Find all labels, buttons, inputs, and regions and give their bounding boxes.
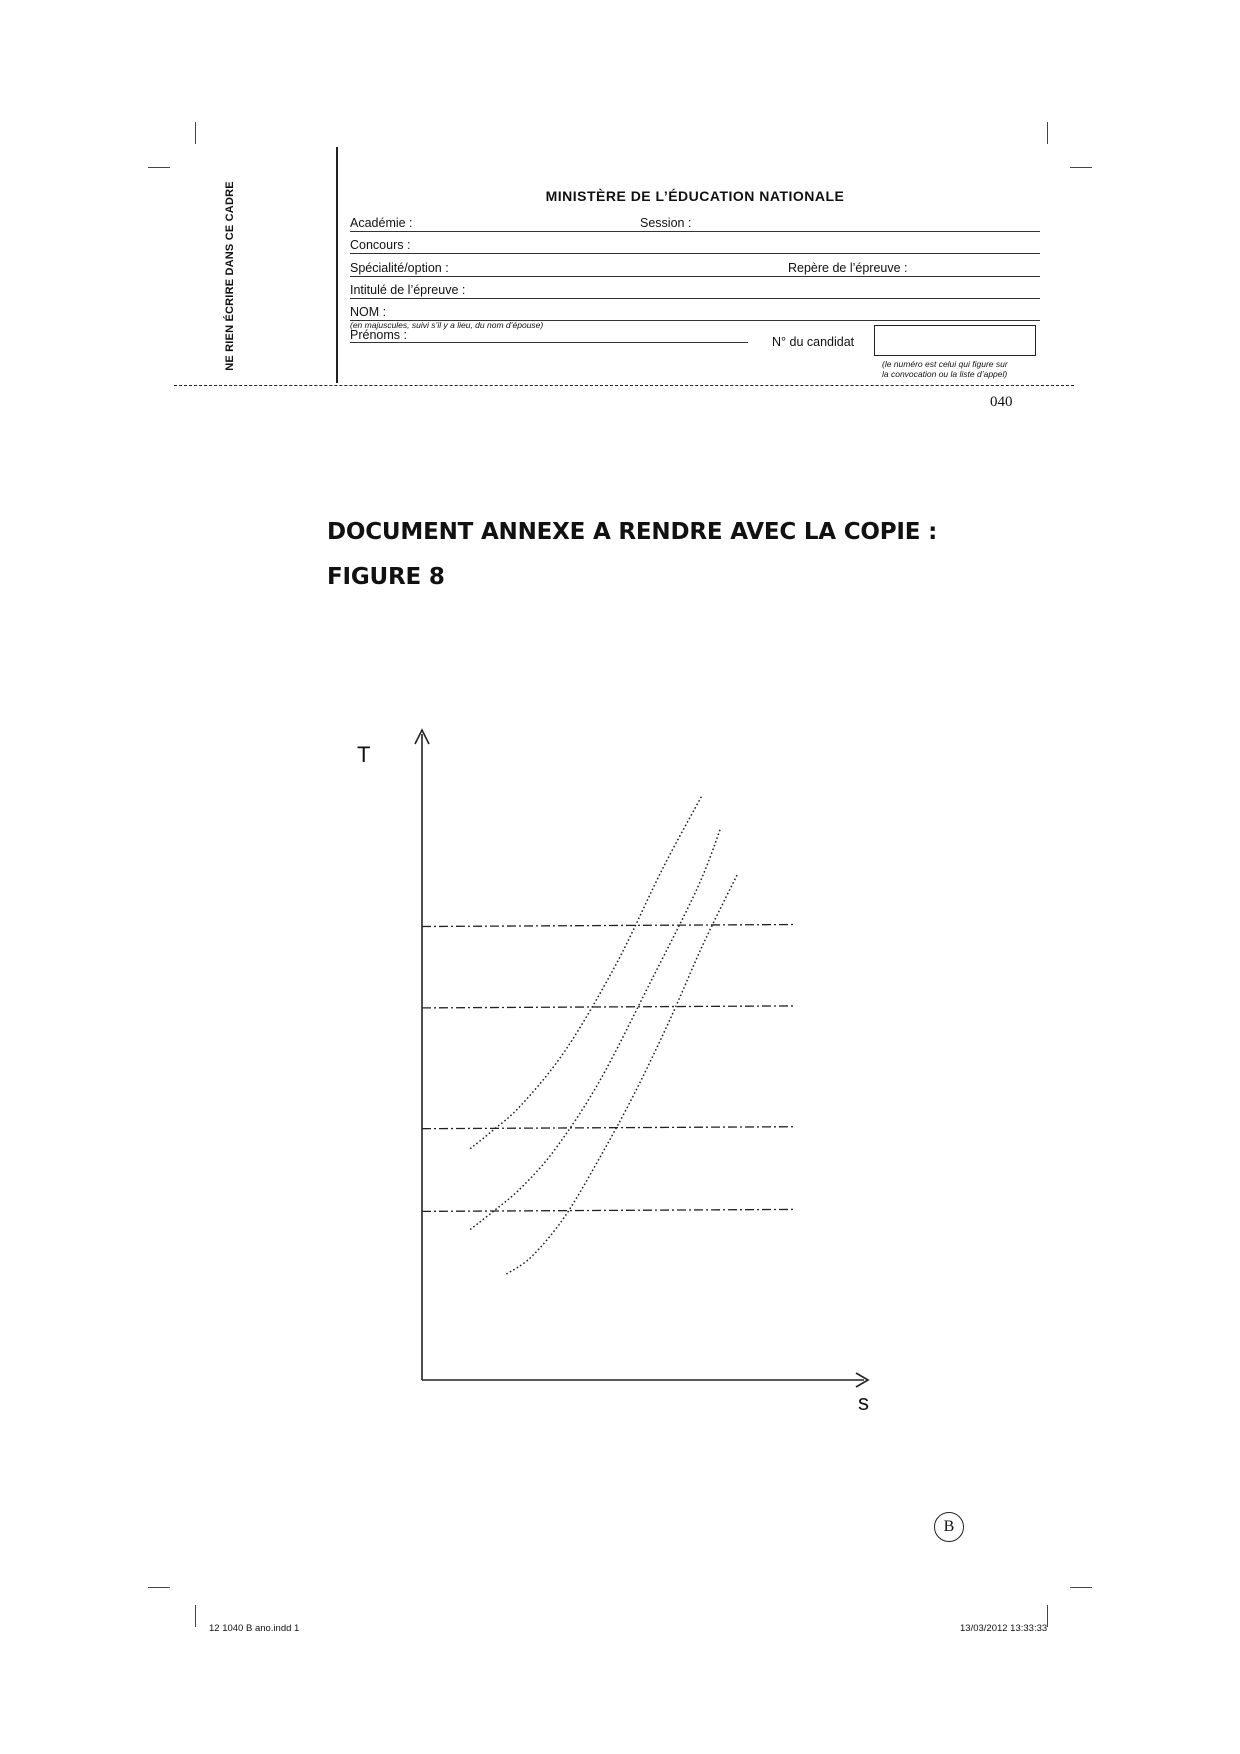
repere-label: Repère de l’épreuve : (788, 261, 908, 275)
curve-3 (506, 875, 737, 1274)
candidat-hint-2: la convocation ou la liste d’appel) (882, 369, 1008, 379)
isobar-line-2 (422, 1006, 796, 1008)
page-code: 040 (990, 394, 1013, 410)
intitule-label: Intitulé de l’épreuve : (350, 283, 466, 297)
curve-lines (470, 797, 737, 1274)
isobar-line-1 (422, 925, 796, 927)
curve-1 (470, 797, 701, 1149)
ministry-title: MINISTÈRE DE L’ÉDUCATION NATIONALE (545, 188, 845, 204)
specialite-label: Spécialité/option : (350, 261, 449, 275)
isobar-line-3 (422, 1127, 796, 1129)
chart-axes (357, 730, 869, 1415)
side-note: NE RIEN ÉCRIRE DANS CE CADRE (224, 181, 236, 371)
nom-hint: (en majuscules, suivi s’il y a lieu, du nom d’épouse) (350, 320, 544, 330)
concours-label: Concours : (350, 238, 411, 252)
candidat-hint-1: (le numéro est celui qui figure sur (882, 359, 1008, 369)
candidat-label: N° du candidat (772, 335, 855, 349)
nom-label: NOM : (350, 305, 387, 319)
title-line-2: FIGURE 8 (327, 564, 445, 590)
subject-mark: B (934, 1512, 964, 1542)
academie-label: Académie : (350, 216, 413, 230)
isobar-line-4 (422, 1209, 796, 1211)
footer-timestamp: 13/03/2012 13:33:33 (960, 1623, 1048, 1634)
y-axis-label: T (357, 742, 371, 767)
curve-2 (470, 828, 721, 1230)
session-label: Session : (640, 216, 692, 230)
footer-file: 12 1040 B ano.indd 1 (209, 1623, 300, 1634)
x-axis-label: s (858, 1390, 869, 1415)
prenoms-label: Prénoms : (350, 328, 407, 342)
isobar-lines (422, 925, 796, 1212)
title-line-1: DOCUMENT ANNEXE A RENDRE AVEC LA COPIE : (327, 519, 938, 545)
